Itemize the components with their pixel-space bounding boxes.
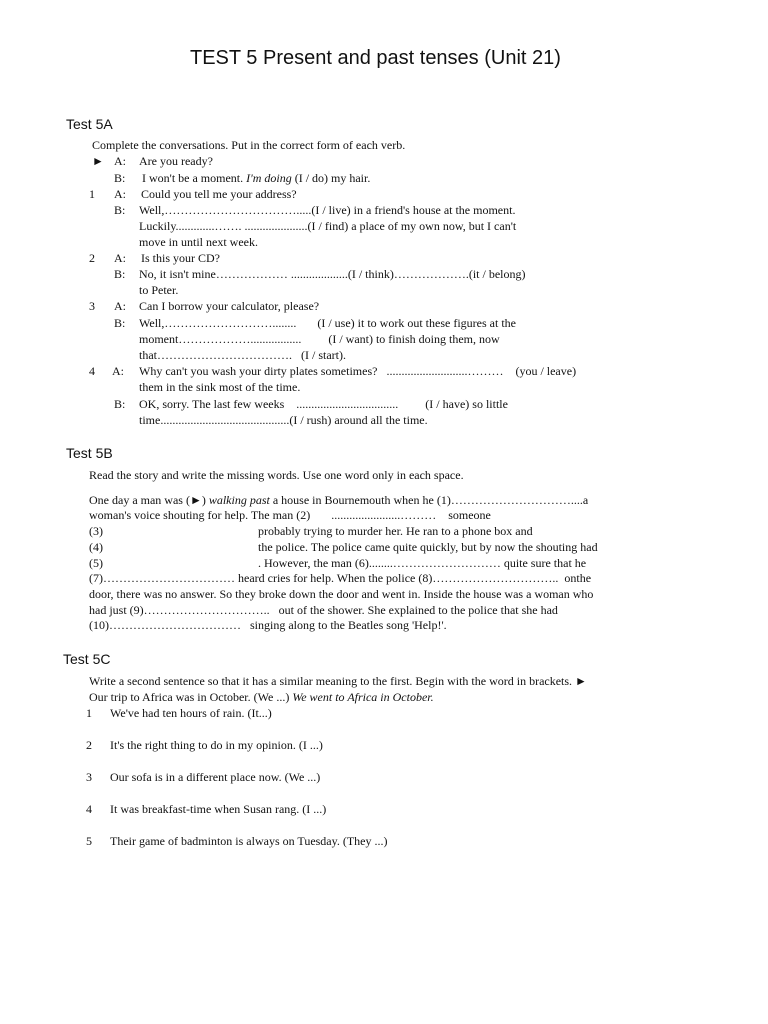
- story-line-4: the police. The police came quite quickly, but by now the shouting had: [258, 540, 598, 554]
- story-line-1: [89, 492, 588, 508]
- test-5c-instruction: Write a second sentence so that it has a similar meaning to the first. Begin with the word in brackets. ►: [89, 674, 587, 688]
- item-3-a-label: A:: [114, 299, 126, 313]
- item-1-a-text: Could you tell me your address?: [141, 187, 297, 201]
- item-4-a-text-2: them in the sink most of the time.: [139, 380, 301, 394]
- story-line-7: (7)…………………………… heard cries for help. When the police (8)………………………….. onthe: [89, 571, 592, 585]
- item-3-b-text-3: that……………………………. (I / start).: [139, 348, 346, 362]
- item-2-a-label: A:: [114, 251, 126, 265]
- example-b-pre: I won't be a moment.: [142, 171, 244, 185]
- test-5c-item-3-number: 3: [86, 770, 92, 784]
- test-5c-item-2-text: It's the right thing to do in my opinion. (I ...): [110, 738, 323, 752]
- story-line-1-post: a house in Bournemouth when he (1)…………………………....a: [269, 493, 589, 507]
- test-5c-item-3-text: Our sofa is in a different place now. (We ...): [110, 770, 321, 784]
- item-3-number: 3: [89, 299, 95, 313]
- item-1-b-text: Well,…………………………….....(I / live) in a friend's house at the moment.: [139, 203, 516, 217]
- item-2-a-text: Is this your CD?: [141, 251, 220, 265]
- example-b-label: B:: [114, 171, 126, 185]
- item-3-b-text-2: moment………………................. (I / want) to finish doing them, now: [139, 332, 500, 346]
- item-1-a-label: A:: [114, 187, 126, 201]
- item-1-b-label: B:: [114, 203, 126, 217]
- item-2-b-text: No, it isn't mine……………… ...................(I / think)……………….(it / belong): [139, 267, 526, 281]
- example-a-text: Are you ready?: [139, 154, 213, 168]
- test-5c-example-question: Our trip to Africa was in October. (We ...): [89, 690, 290, 704]
- item-1-number: 1: [89, 187, 95, 201]
- story-line-2: woman's voice shouting for help. The man (2) .......................……… someone: [89, 508, 491, 522]
- example-b-post: (I / do) my hair.: [294, 171, 371, 185]
- example-b-answer: I'm doing: [246, 171, 292, 185]
- story-blank-3: (3): [89, 524, 103, 538]
- story-line-5: . However, the man (6)........……………………… quite sure that he: [258, 556, 587, 570]
- story-line-10: (10)…………………………… singing along to the Beatles song 'Help!'.: [89, 618, 447, 632]
- test-5c-item-4-number: 4: [86, 802, 92, 816]
- page-title: TEST 5 Present and past tenses (Unit 21): [190, 47, 561, 69]
- item-4-b-text: OK, sorry. The last few weeks .................................. (I / have) so little: [139, 397, 508, 411]
- test-5c-example-answer: We went to Africa in October.: [292, 690, 434, 704]
- test-5c-item-4-text: It was breakfast-time when Susan rang. (I ...): [110, 802, 327, 816]
- item-4-b-text-2: time...........................................(I / rush) around all the time.: [139, 413, 428, 427]
- item-2-b-text-2: to Peter.: [139, 283, 179, 297]
- story-blank-4: (4): [89, 540, 103, 554]
- item-3-b-label: B:: [114, 316, 126, 330]
- story-line-9: had just (9)………………………….. out of the shower. She explained to the police that she had: [89, 603, 558, 617]
- item-4-b-label: B:: [114, 397, 126, 411]
- item-4-a-text: Why can't you wash your dirty plates sometimes? ...........................……… (you / leave): [139, 364, 577, 378]
- test-5c-item-2-number: 2: [86, 738, 92, 752]
- example-b-line: [142, 170, 370, 186]
- story-line-8: door, there was no answer. So they broke down the door and went in. Inside the house was a woman who: [89, 587, 594, 601]
- item-1-b-text-3: move in until next week.: [139, 235, 258, 249]
- story-line-1-pre: One day a man was (►): [89, 493, 209, 507]
- story-blank-5: (5): [89, 556, 103, 570]
- item-1-b-text-2: Luckily.............……. .....................(I / find) a place of my own now, but I can't: [139, 219, 517, 233]
- test-5b-heading: Test 5B: [66, 445, 113, 461]
- test-5c-item-5-number: 5: [86, 834, 92, 848]
- item-3-a-text: Can I borrow your calculator, please?: [139, 299, 320, 313]
- test-5c-example: [89, 689, 434, 705]
- test-5c-heading: Test 5C: [63, 651, 111, 667]
- test-5c-item-5-text: Their game of badminton is always on Tuesday. (They ...): [110, 834, 388, 848]
- item-2-number: 2: [89, 251, 95, 265]
- item-4-number: 4: [89, 364, 95, 378]
- story-example-answer: walking past: [208, 493, 270, 507]
- item-3-b-text: Well,………………………........ (I / use) it to work out these figures at the: [139, 316, 516, 330]
- item-2-b-label: B:: [114, 267, 126, 281]
- test-5b-instruction: Read the story and write the missing words. Use one word only in each space.: [89, 468, 464, 482]
- test-5c-item-1-text: We've had ten hours of rain. (It...): [110, 706, 272, 720]
- item-4-a-label: A:: [112, 364, 124, 378]
- example-marker: ►: [92, 154, 104, 168]
- story-line-3: probably trying to murder her. He ran to a phone box and: [258, 524, 533, 538]
- example-a-label: A:: [114, 154, 126, 168]
- test-5a-instruction: Complete the conversations. Put in the correct form of each verb.: [92, 138, 406, 152]
- test-5c-item-1-number: 1: [86, 706, 92, 720]
- test-5a-heading: Test 5A: [66, 116, 113, 132]
